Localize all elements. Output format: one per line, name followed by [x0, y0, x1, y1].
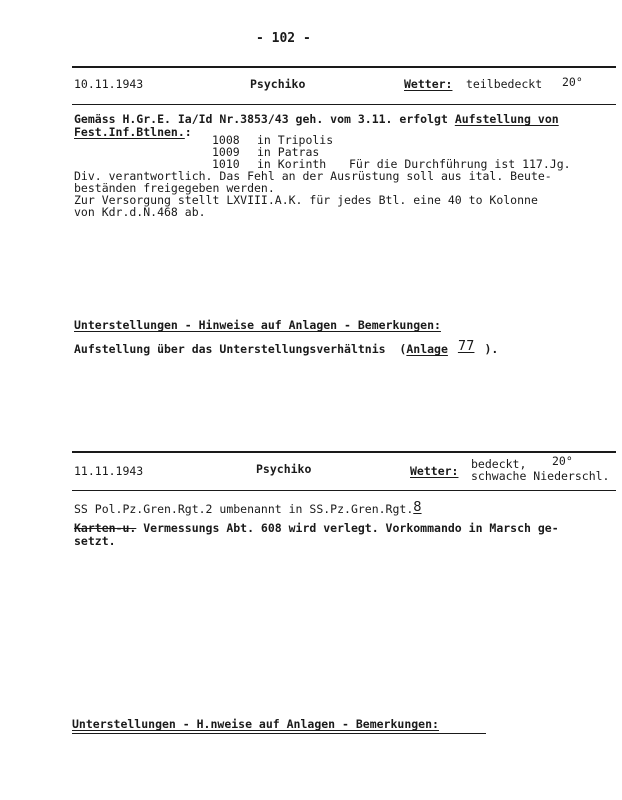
entry1-subject: Aufstellung von [454, 112, 559, 126]
struck-text: Karten-u. [74, 521, 137, 535]
entry1-body-line5-tail: Für die Durchführung ist 117.Jg. [349, 157, 571, 171]
entry1-remarks-heading: Unterstellungen - Hinweise auf Anlagen - Bemerkungen: [74, 318, 441, 332]
battalion-place: in Korinth [257, 157, 327, 171]
battalion-place: in Patras [257, 145, 320, 159]
entry2-remarks-rule [72, 733, 486, 734]
entry2-body-line1 [74, 500, 422, 516]
entry2-weather-line2: schwache Niederschl. [471, 469, 610, 483]
entry1-weather-value: teilbedeckt [466, 77, 543, 91]
spacer [386, 342, 400, 356]
entry1-codename: Psychiko [250, 77, 306, 91]
battalion-number: 1008 [212, 133, 240, 147]
entry2-date: 11.11.1943 [74, 464, 144, 478]
entry2-temperature: 20° [552, 454, 573, 468]
entry2-body-line2 [74, 522, 559, 535]
entry2-body-line3: setzt. [74, 534, 116, 548]
battalion-number: 1009 [212, 145, 240, 159]
entry2-remarks-heading: Unterstellungen - H.nweise auf Anlagen - Bemerkungen: [72, 717, 439, 731]
battalion-number: 1010 [212, 157, 240, 171]
entry1-body-line6: Div. verantwortlich. Das Fehl an der Ausrüstung soll aus ital. Beute- [74, 169, 552, 183]
entry2-weather-line1: bedeckt, [471, 457, 527, 471]
entry1-remarks-text [74, 339, 499, 356]
entry2-weather-label: Wetter: [410, 464, 459, 478]
entry1-body-line8: Zur Versorgung stellt LXVIII.A.K. für jedes Btl. eine 40 to Kolonne [74, 193, 538, 207]
entry2-codename: Psychiko [256, 462, 312, 476]
entry2-relocation-text: Vermessungs Abt. 608 wird verlegt. Vorkommando in Marsch ge- [136, 521, 559, 535]
entry1-body-line9: von Kdr.d.N.468 ab. [74, 205, 206, 219]
battalion-place: in Tripolis [257, 133, 334, 147]
page-number: - 102 - [256, 31, 311, 46]
entry1-body-line7: beständen freigegeben werden. [74, 181, 275, 195]
annex-number: 77 [457, 339, 475, 354]
entry1-top-rule [72, 66, 616, 68]
entry1-body-line2 [74, 126, 192, 139]
annex-open-paren: ( [399, 342, 407, 356]
annex-label: Anlage [406, 342, 448, 356]
entry1-weather-label: Wetter: [404, 77, 453, 91]
handwritten-regiment-number: 8 [413, 500, 422, 515]
entry2-top-rule [72, 451, 616, 453]
entry1-date: 10.11.1943 [74, 77, 144, 91]
entry2-header-rule [72, 490, 616, 491]
entry1-remarks-body: Aufstellung über das Unterstellungsverhältnis [74, 342, 386, 356]
entry2-rename-text: SS Pol.Pz.Gren.Rgt.2 umbenannt in SS.Pz.Gren.Rgt. [74, 502, 414, 516]
annex-close-paren: ). [484, 342, 499, 356]
entry1-header-rule [72, 104, 616, 105]
entry1-temperature: 20° [562, 75, 583, 89]
entry1-subject-colon: : [184, 125, 192, 139]
entry1-subject-cont: Fest.Inf.Btlnen. [74, 125, 185, 139]
entry1-reference: Gemäss H.Gr.E. Ia/Id Nr.3853/43 geh. vom 3.11. erfolgt [74, 112, 455, 126]
